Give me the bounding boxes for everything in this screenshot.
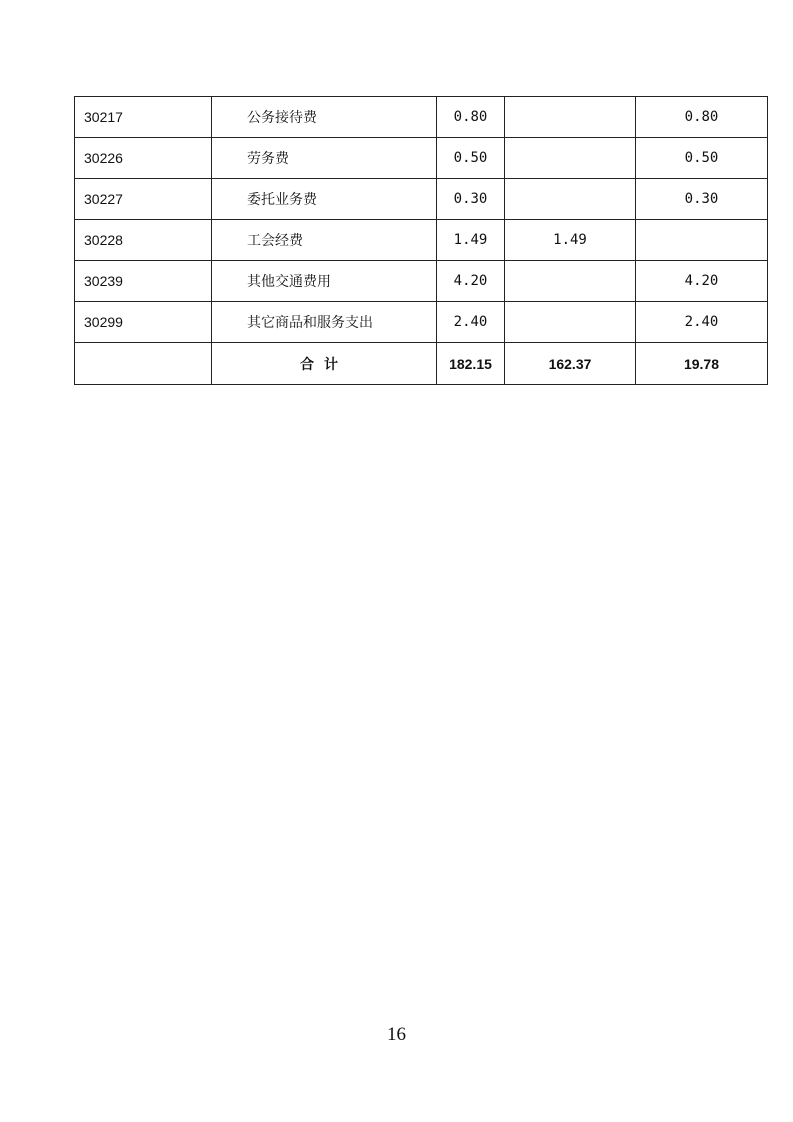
cell-project: 4.20 xyxy=(636,261,768,302)
page-number: 16 xyxy=(387,1024,406,1045)
summary-label: 合计 xyxy=(212,343,437,385)
summary-row xyxy=(75,343,768,385)
cell-project: 2.40 xyxy=(636,302,768,343)
table-row xyxy=(75,261,768,302)
table-row xyxy=(75,97,768,138)
cell-total: 0.50 xyxy=(437,138,505,179)
table-row xyxy=(75,179,768,220)
cell-code: 30217 xyxy=(75,97,212,138)
cell-basic xyxy=(505,261,636,302)
expenditure-table xyxy=(74,96,768,385)
cell-code: 30299 xyxy=(75,302,212,343)
summary-basic: 162.37 xyxy=(505,343,636,385)
cell-name: 工会经费 xyxy=(212,220,437,261)
cell-name: 劳务费 xyxy=(212,138,437,179)
summary-code-cell xyxy=(75,343,212,385)
cell-basic xyxy=(505,97,636,138)
cell-name: 公务接待费 xyxy=(212,97,437,138)
summary-total: 182.15 xyxy=(437,343,505,385)
cell-project: 0.80 xyxy=(636,97,768,138)
cell-basic: 1.49 xyxy=(505,220,636,261)
cell-name: 其它商品和服务支出 xyxy=(212,302,437,343)
table-row xyxy=(75,220,768,261)
expenditure-table-body xyxy=(75,97,768,385)
cell-basic xyxy=(505,138,636,179)
cell-project: 0.50 xyxy=(636,138,768,179)
cell-code: 30228 xyxy=(75,220,212,261)
cell-total: 1.49 xyxy=(437,220,505,261)
cell-basic xyxy=(505,179,636,220)
table-row xyxy=(75,302,768,343)
cell-code: 30239 xyxy=(75,261,212,302)
summary-project: 19.78 xyxy=(636,343,768,385)
cell-total: 4.20 xyxy=(437,261,505,302)
cell-name: 其他交通费用 xyxy=(212,261,437,302)
cell-code: 30227 xyxy=(75,179,212,220)
cell-name: 委托业务费 xyxy=(212,179,437,220)
cell-code: 30226 xyxy=(75,138,212,179)
cell-basic xyxy=(505,302,636,343)
cell-project: 0.30 xyxy=(636,179,768,220)
cell-total: 0.80 xyxy=(437,97,505,138)
cell-project xyxy=(636,220,768,261)
cell-total: 0.30 xyxy=(437,179,505,220)
table-row xyxy=(75,138,768,179)
cell-total: 2.40 xyxy=(437,302,505,343)
